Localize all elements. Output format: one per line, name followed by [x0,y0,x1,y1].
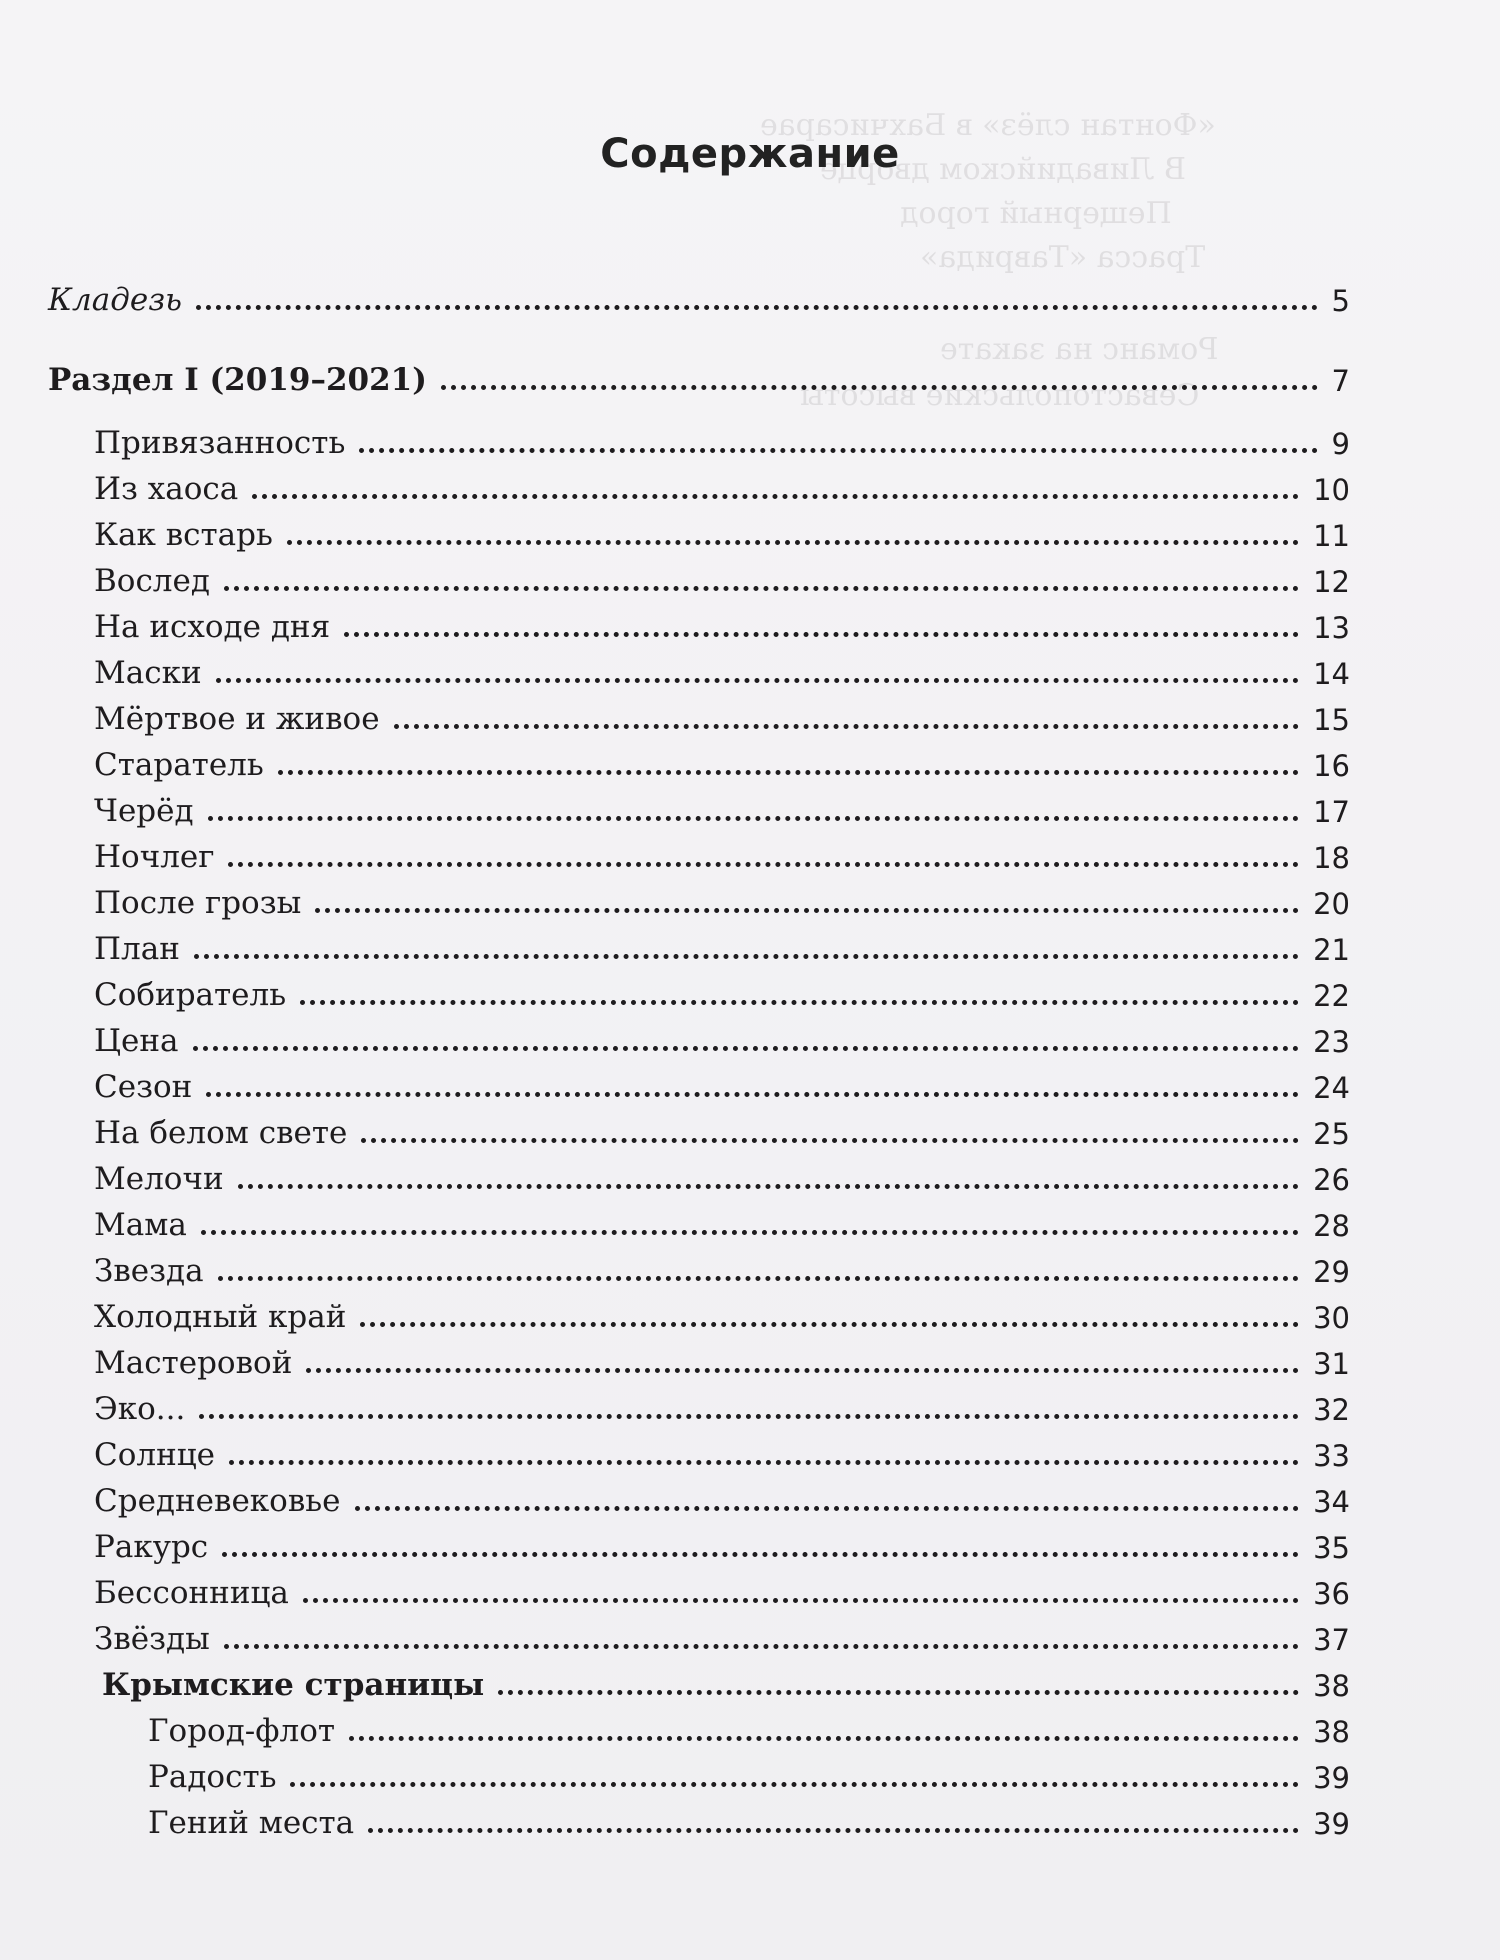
toc-entry-label: Бессонница [94,1575,289,1611]
toc-entry-label: План [94,931,180,967]
toc-entry-label: Мама [94,1207,187,1243]
leader-dots [344,632,1299,637]
toc-entry-page: 22 [1313,979,1350,1013]
toc-entry[interactable] [94,833,1350,873]
toc-entry[interactable] [94,925,1350,965]
toc-entry-label: Радость [148,1759,277,1795]
leader-dots [368,1828,1299,1833]
toc-entry[interactable] [94,1201,1350,1241]
toc-entry[interactable] [94,511,1350,551]
leader-dots [360,1322,1299,1327]
toc-entry[interactable] [94,1431,1350,1471]
leader-dots [315,908,1299,913]
toc-entry-page: 5 [1331,284,1350,318]
toc-entry-label: Вослед [94,563,210,599]
toc-subsection-crimean[interactable] [102,1661,1350,1701]
toc-entry-page: 16 [1313,749,1350,783]
leader-dots [278,770,1299,775]
toc-entry-page: 15 [1313,703,1350,737]
leader-dots [218,1276,1300,1281]
toc-entry-page: 26 [1313,1163,1350,1197]
leader-dots [303,1598,1299,1603]
toc-entry[interactable] [94,695,1350,735]
toc-entry-label: Город-флот [148,1713,336,1749]
toc-entry[interactable] [94,1293,1350,1333]
toc-entry-label: Эко... [94,1391,186,1427]
leader-dots [193,1046,1300,1051]
toc-entry-label: Цена [94,1023,179,1059]
toc-entry-kladez[interactable] [48,276,1350,316]
leader-dots [498,1690,1299,1695]
toc-entry[interactable] [94,1063,1350,1103]
toc-entry[interactable] [94,741,1350,781]
toc-entry-page: 38 [1313,1669,1350,1703]
toc-entry-page: 32 [1313,1393,1350,1427]
leader-dots [222,1552,1299,1557]
toc-entry[interactable] [94,1569,1350,1609]
toc-entry[interactable] [94,787,1350,827]
leader-dots [306,1368,1299,1373]
toc-entry-label: Сезон [94,1069,193,1105]
leader-dots [359,448,1317,453]
toc-entry[interactable] [94,603,1350,643]
toc-entry-page: 38 [1313,1715,1350,1749]
toc-entry-label: Старатель [94,747,264,783]
leader-dots [194,954,1299,959]
toc-entry[interactable] [94,1155,1350,1195]
toc-entry-label: Черёд [94,793,194,829]
toc-entry-label: Крымские страницы [102,1667,485,1703]
toc-entry-page: 7 [1331,364,1350,398]
toc-entry-label: Мёртвое и живое [94,701,380,737]
toc-entry-label: Как встарь [94,517,273,553]
toc-entry[interactable] [94,1477,1350,1517]
toc-entry-page: 35 [1313,1531,1350,1565]
toc-entry-page: 14 [1313,657,1350,691]
leader-dots [287,540,1299,545]
toc-entry-page: 25 [1313,1117,1350,1151]
toc-entry-page: 39 [1313,1761,1350,1795]
toc-entry[interactable] [94,1615,1350,1655]
leader-dots [252,494,1299,499]
leader-dots [441,385,1318,390]
leader-dots [355,1506,1300,1511]
toc-entry[interactable] [148,1753,1350,1793]
toc-entry[interactable] [148,1799,1350,1839]
toc-entry[interactable] [94,649,1350,689]
toc-entry-label: Раздел I (2019–2021) [48,362,427,398]
toc-entry-page: 20 [1313,887,1350,921]
toc-entry-label: Средневековье [94,1483,341,1519]
toc-entry[interactable] [94,971,1350,1011]
leader-dots [216,678,1299,683]
show-through-text: «Фонтан слёз» в Бахчисарае [760,108,1216,143]
toc-entry-page: 31 [1313,1347,1350,1381]
toc-entry[interactable] [94,419,1350,459]
leader-dots [361,1138,1299,1143]
leader-dots [199,1414,1299,1419]
toc-entry[interactable] [94,1339,1350,1379]
toc-entry-page: 18 [1313,841,1350,875]
toc-entry[interactable] [148,1707,1350,1747]
leader-dots [228,862,1299,867]
toc-entry-page: 21 [1313,933,1350,967]
leader-dots [224,586,1299,591]
leader-dots [229,1460,1299,1465]
toc-title: Содержание [600,130,900,177]
leader-dots [290,1782,1299,1787]
leader-dots [349,1736,1299,1741]
toc-entry-page: 13 [1313,611,1350,645]
toc-entry[interactable] [94,1385,1350,1425]
toc-entry-label: Гений места [148,1805,355,1841]
toc-entry-label: Ночлег [94,839,215,875]
toc-entry-page: 37 [1313,1623,1350,1657]
toc-entry-page: 9 [1331,427,1350,461]
toc-entry-page: 17 [1313,795,1350,829]
leader-dots [300,1000,1299,1005]
toc-entry-label: Кладезь [48,282,182,318]
toc-entry-page: 24 [1313,1071,1350,1105]
toc-entry-page: 12 [1313,565,1350,599]
toc-entry-page: 39 [1313,1807,1350,1841]
show-through-text: Севастопольские высоты [800,378,1200,413]
toc-entry-label: Привязанность [94,425,346,461]
toc-entry[interactable] [94,1247,1350,1287]
leader-dots [206,1092,1299,1097]
toc-entry-page: 33 [1313,1439,1350,1473]
toc-entry-page: 10 [1313,473,1350,507]
toc-entry-label: Солнце [94,1437,216,1473]
toc-entry-label: На белом свете [94,1115,348,1151]
toc-entry[interactable] [94,465,1350,505]
toc-entry-label: Собиратель [94,977,287,1013]
leader-dots [208,816,1300,821]
toc-entry-page: 30 [1313,1301,1350,1335]
toc-entry[interactable] [94,879,1350,919]
toc-entry[interactable] [94,1109,1350,1149]
toc-entry[interactable] [94,557,1350,597]
toc-entry-label: Мелочи [94,1161,224,1197]
toc-entry-label: Звезда [94,1253,204,1289]
toc-entry-label: На исходе дня [94,609,331,645]
toc-entry-label: Из хаоса [94,471,239,507]
toc-entry-label: Звёзды [94,1621,210,1657]
show-through-text: Трасса «Таврида» [920,240,1206,275]
toc-entry-page: 28 [1313,1209,1350,1243]
toc-entry-page: 29 [1313,1255,1350,1289]
toc-entry-label: Холодный край [94,1299,347,1335]
toc-entry-page: 34 [1313,1485,1350,1519]
leader-dots [196,305,1318,310]
toc-entry-label: Ракурс [94,1529,209,1565]
toc-entry-page: 36 [1313,1577,1350,1611]
show-through-text: В Ливадийском дворце [820,152,1187,187]
leader-dots [394,724,1300,729]
toc-entry-label: Маски [94,655,202,691]
toc-section-1[interactable] [48,356,1350,396]
leader-dots [224,1644,1299,1649]
show-through-text: Пещерный город [900,196,1172,231]
toc-entry[interactable] [94,1017,1350,1057]
leader-dots [238,1184,1299,1189]
leader-dots [201,1230,1299,1235]
toc-entry-page: 23 [1313,1025,1350,1059]
toc-entry-label: Мастеровой [94,1345,293,1381]
show-through-text: Романс на закате [940,332,1219,367]
toc-entry-label: После грозы [94,885,302,921]
toc-entry-page: 11 [1313,519,1350,553]
toc-entry[interactable] [94,1523,1350,1563]
